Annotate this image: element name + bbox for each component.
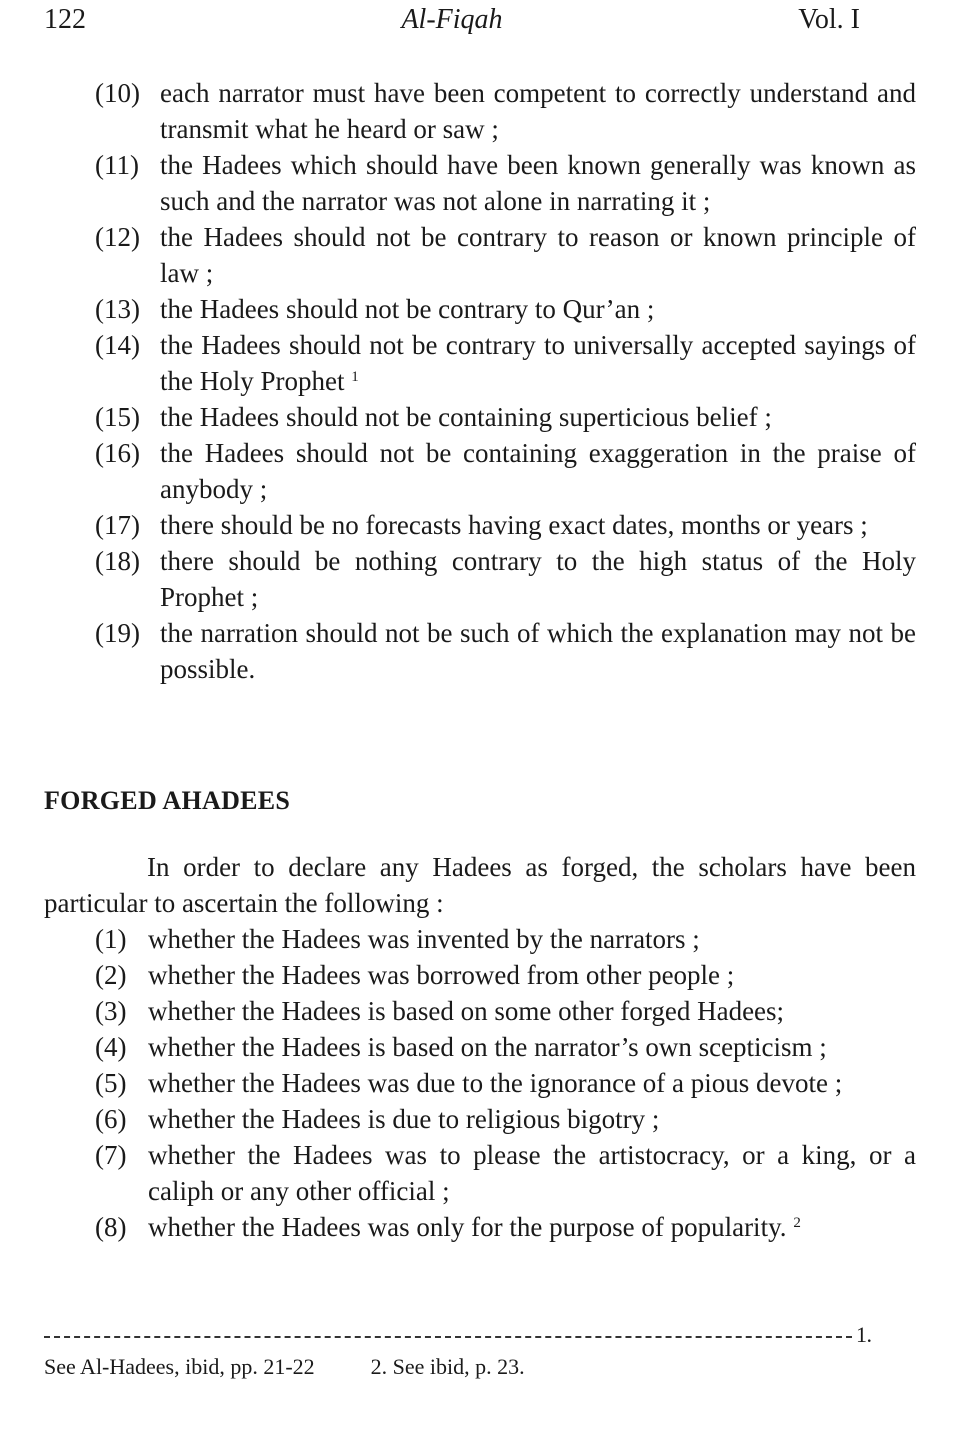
list-item <box>0 1029 960 1065</box>
item-number: (2) <box>95 960 127 990</box>
item-text: whether the Hadees is due to religious bigotry ; <box>148 1104 660 1134</box>
item-text: the Hadees which should have been known generally was known as such and the narrator was not alone in narrating it ; <box>160 150 916 216</box>
list-item <box>0 993 960 1029</box>
list-item <box>0 543 960 615</box>
item-number: (15) <box>95 402 140 432</box>
dashed-rule <box>44 1336 852 1338</box>
item-text: the narration should not be such of which the explanation may not be possible. <box>160 618 916 684</box>
item-number: (4) <box>95 1032 127 1062</box>
page-number: 122 <box>44 4 86 35</box>
section-heading: FORGED AHADEES <box>44 786 291 815</box>
item-number: (17) <box>95 510 140 540</box>
item-number: (10) <box>95 78 140 108</box>
item-text: the Hadees should not be containing exaggeration in the praise of anybody ; <box>160 438 916 504</box>
item-text: the Hadees should not be contrary to Qur’an ; <box>160 294 655 324</box>
item-number: (13) <box>95 294 140 324</box>
footnote-2: 2. See ibid, p. 23. <box>370 1354 525 1379</box>
item-text: the Hadees should not be contrary to universally accepted sayings of the Holy Prophet <box>160 330 916 396</box>
list-item <box>0 291 960 327</box>
list-item <box>0 1209 960 1245</box>
item-text: the Hadees should not be contrary to reason or known principle of law ; <box>160 222 916 288</box>
list-item <box>0 615 960 687</box>
item-text: there should be nothing contrary to the high status of the Holy Prophet ; <box>160 546 916 612</box>
list-item <box>0 921 960 957</box>
item-text: the Hadees should not be containing superticious belief ; <box>160 402 772 432</box>
list-item <box>0 1101 960 1137</box>
item-number: (18) <box>95 546 140 576</box>
running-title: Al-Fiqah <box>401 4 503 35</box>
item-text: whether the Hadees is based on some other forged Hadees; <box>148 996 785 1026</box>
item-text: each narrator must have been competent to correctly understand and transmit what he heard or saw ; <box>160 78 916 144</box>
item-number: (19) <box>95 618 140 648</box>
intro-paragraph: In order to declare any Hadees as forged, the scholars have been particular to ascertain the following : <box>44 852 916 918</box>
item-text: whether the Hadees was only for the purpose of popularity. <box>148 1212 787 1242</box>
volume-label: Vol. I <box>798 4 860 35</box>
footnote-marker: 1 <box>351 369 359 385</box>
footnote-marker: 2 <box>793 1215 801 1231</box>
item-number: (8) <box>95 1212 127 1242</box>
item-number: (3) <box>95 996 127 1026</box>
list-item <box>0 1137 960 1209</box>
forgery-criteria-list <box>0 921 960 1245</box>
item-number: (1) <box>95 924 127 954</box>
list-item <box>0 507 960 543</box>
running-header <box>44 4 860 40</box>
item-number: (14) <box>95 330 140 360</box>
item-number: (11) <box>95 150 139 180</box>
item-text: whether the Hadees is based on the narrator’s own scepticism ; <box>148 1032 827 1062</box>
item-number: (6) <box>95 1104 127 1134</box>
footnote-divider <box>44 1322 884 1348</box>
list-item <box>0 75 960 147</box>
list-item <box>0 147 960 219</box>
item-text: whether the Hadees was invented by the narrators ; <box>148 924 700 954</box>
item-number: (5) <box>95 1068 127 1098</box>
list-item <box>0 435 960 507</box>
item-text: whether the Hadees was borrowed from other people ; <box>148 960 735 990</box>
item-text: whether the Hadees was to please the artistocracy, or a king, or a caliph or any other official ; <box>148 1140 916 1206</box>
list-item <box>0 957 960 993</box>
list-item <box>0 219 960 291</box>
item-number: (7) <box>95 1140 127 1170</box>
item-number: (16) <box>95 438 140 468</box>
footnotes <box>44 1354 525 1380</box>
list-item <box>0 399 960 435</box>
item-text: there should be no forecasts having exact dates, months or years ; <box>160 510 868 540</box>
list-item <box>0 327 960 399</box>
list-item <box>0 1065 960 1101</box>
footnote-number: 1. <box>856 1322 872 1347</box>
authenticity-conditions-list <box>0 75 960 687</box>
item-number: (12) <box>95 222 140 252</box>
item-text: whether the Hadees was due to the ignorance of a pious devote ; <box>148 1068 843 1098</box>
footnote-1: See Al-Hadees, ibid, pp. 21-22 <box>44 1354 315 1379</box>
